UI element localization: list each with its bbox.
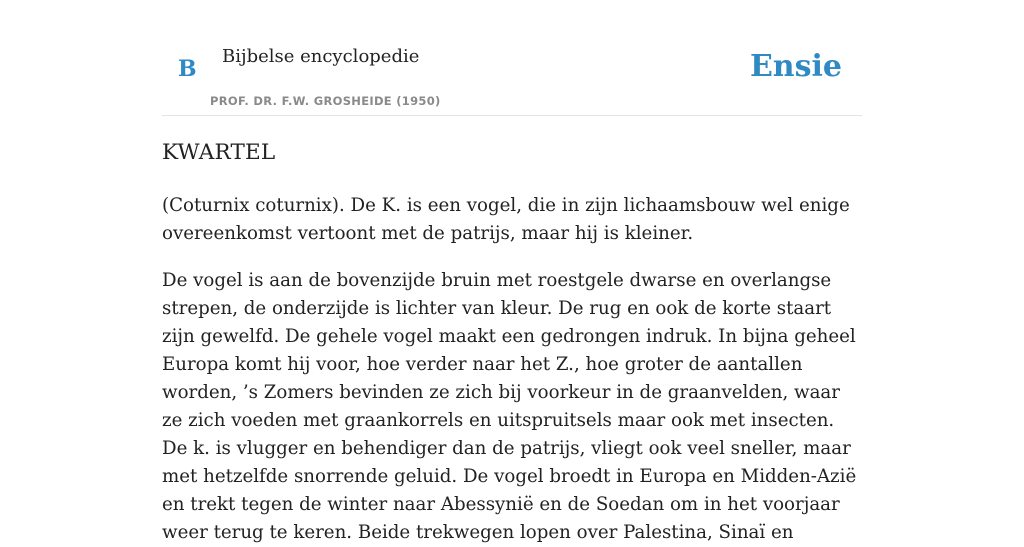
book-title-link[interactable]: Bijbelse encyclopedie [222, 46, 420, 67]
book-author: PROF. DR. F.W. GROSHEIDE (1950) [210, 94, 441, 108]
entry-title: KWARTEL [162, 140, 276, 165]
header [162, 0, 862, 116]
entry-paragraph: De vogel is aan de bovenzijde bruin met roestgele dwarse en overlangse strepen, de onderzijde is lichter van kleur. De rug en ook de korte staart zijn gewelfd. De gehele vogel maakt een gedrongen indruk. In bijna geheel Europa komt hij voor, hoe verder naar het Z., hoe groter de aantallen worden, ’s Zomers bevinden ze zich bij voorkeur in de graanvelden, waar ze zich voeden met graankorrels en uitspruitsels maar ook met insecten. De k. is vlugger en behendiger dan de patrijs, vliegt ook veel sneller, maar met hetzelfde snorrende geluid. De vogel broedt in Europa en Midden-Azië en trekt tegen de winter naar Abessynië en de Soedan om in het voorjaar weer terug te keren. Beide trekwegen lopen over Palestina, Sinaï en [162, 270, 857, 543]
brand-logo[interactable]: Ensie [749, 49, 842, 84]
entry-paragraph: (Coturnix coturnix). De K. is een vogel, die in zijn lichaamsbouw wel enige overeenkomst vertoont met de patrijs, maar hij is kleiner. [162, 195, 850, 244]
book-logo-icon[interactable]: B [178, 56, 197, 82]
page [162, 0, 862, 543]
